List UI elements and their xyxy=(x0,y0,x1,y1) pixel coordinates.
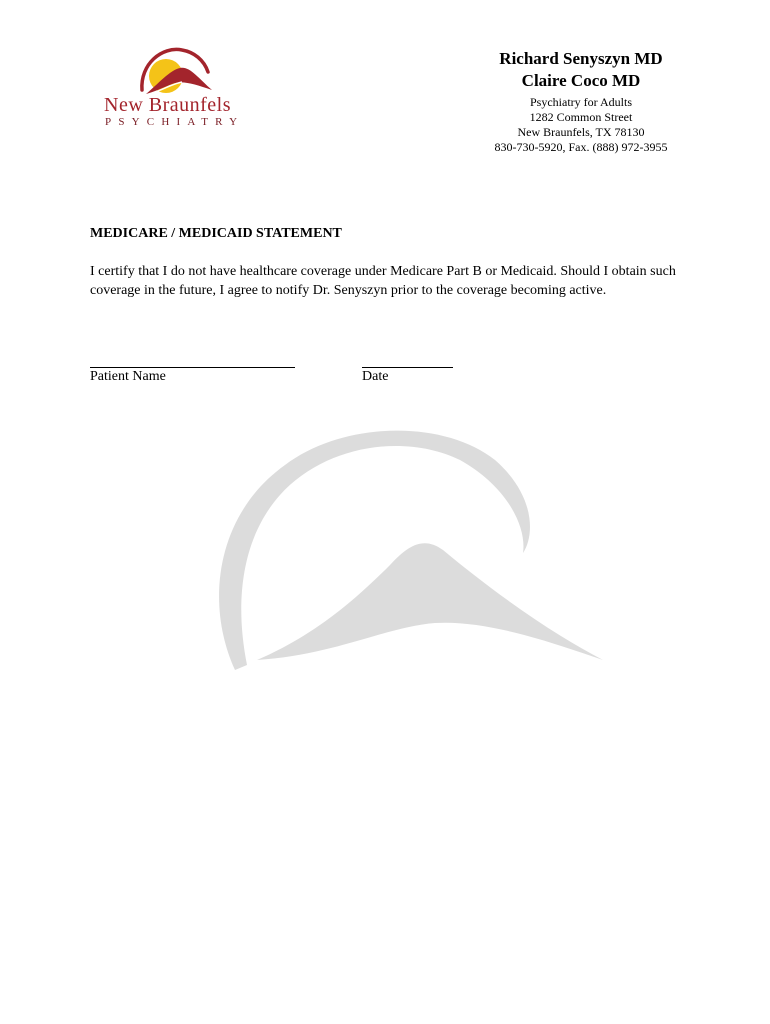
contact-numbers: 830-730-5920, Fax. (888) 972-3955 xyxy=(494,140,668,154)
doctor-name-1: Richard Senyszyn MD xyxy=(499,49,663,68)
watermark-logo-icon xyxy=(205,425,610,675)
date-label: Date xyxy=(362,369,389,384)
date-line[interactable] xyxy=(362,367,453,368)
letterhead xyxy=(470,48,692,155)
city-address: New Braunfels, TX 78130 xyxy=(517,125,645,139)
statement-title: MEDICARE / MEDICAID STATEMENT xyxy=(90,226,342,241)
practice-type: Psychiatry for Adults xyxy=(530,95,632,109)
statement-body: I certify that I do not have healthcare coverage under Medicare Part B or Medicaid. Should I obtain such coverage in the future, I agree to notify Dr. Senyszyn prior to the coverage becoming active. xyxy=(90,264,676,298)
sun-hill-logo-icon xyxy=(136,44,216,100)
patient-name-line[interactable] xyxy=(90,367,295,368)
logo-subtitle: PSYCHIATRY xyxy=(105,116,245,128)
practice-logo xyxy=(100,44,260,134)
patient-name-label: Patient Name xyxy=(90,369,166,384)
street-address: 1282 Common Street xyxy=(529,110,633,124)
logo-name: New Braunfels xyxy=(104,94,232,116)
doctor-name-2: Claire Coco MD xyxy=(521,71,641,90)
